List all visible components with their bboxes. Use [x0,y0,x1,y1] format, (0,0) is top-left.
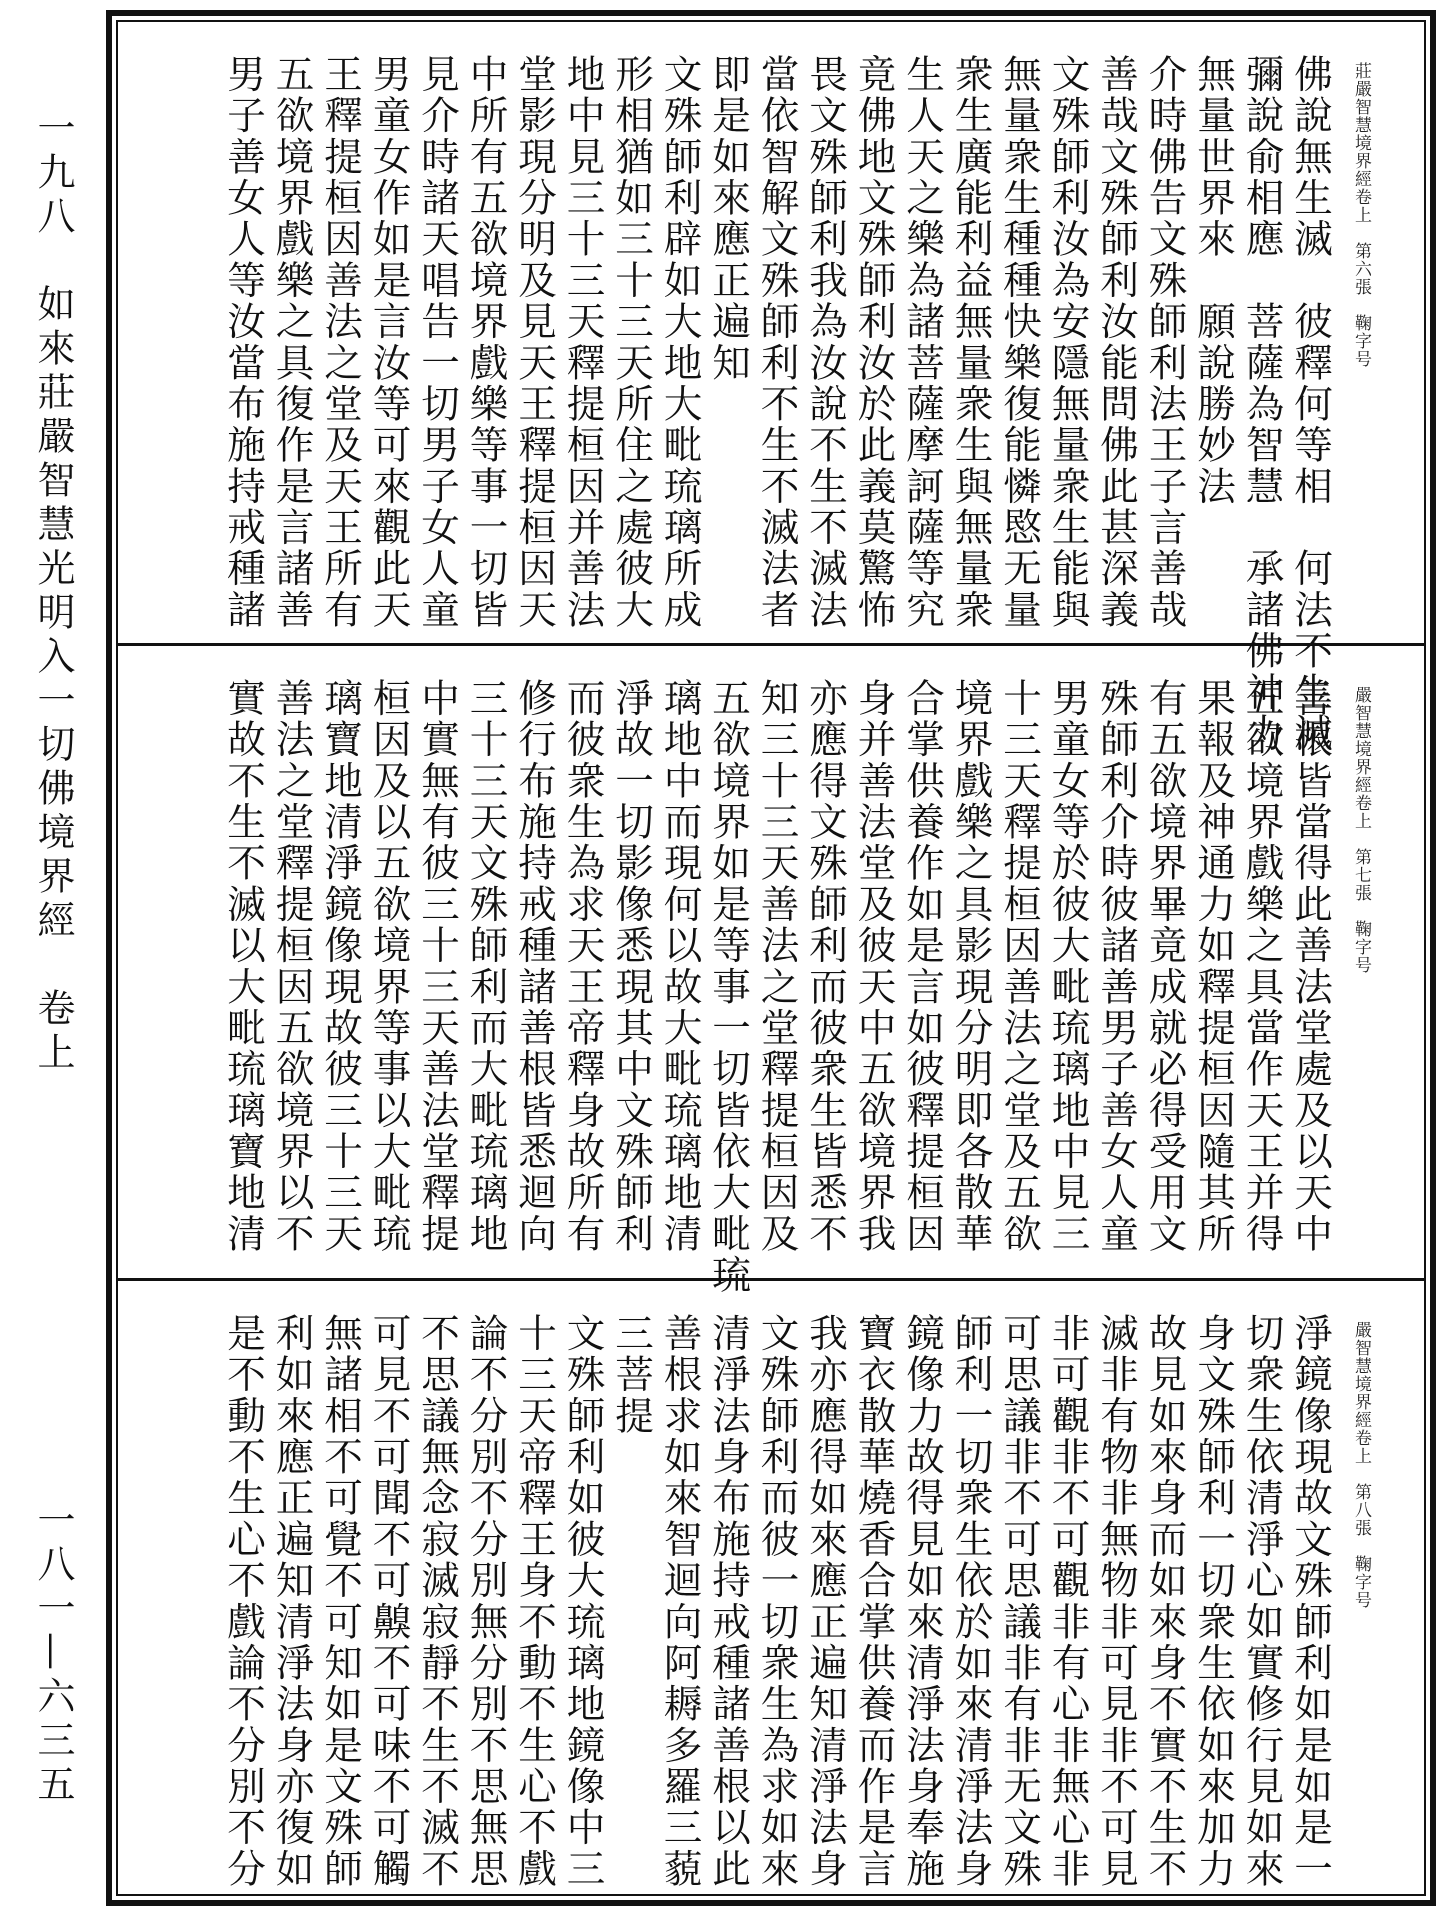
text-column: 堂影現分明及見天王釋提桓因天 [512,54,557,631]
text-column: 五欲境界戲樂之具復作是言諸善 [269,54,315,631]
text-column: 無量衆生種種快樂復能憐愍无量 [997,54,1042,631]
text-column: 竟佛地文殊師利汝於此義莫驚怖 [851,54,897,631]
text-block [219,678,1335,1296]
margin-title: 一九八 如來莊嚴智慧光明入一切佛境界經 卷上 [31,108,75,1076]
text-column: 無諸相不可覺不可知如是文殊師 [318,1313,363,1890]
text-column: 中實無有彼三十三天善法堂釋提 [415,678,460,1255]
text-column: 善根皆當得此善法堂處及以天中 [1288,678,1333,1255]
text-column: 文殊師利汝為安隱無量衆生能與 [1045,54,1091,631]
text-column: 璃地中而現何以故大毗琉璃地清 [657,678,703,1255]
text-column: 利如來應正遍知清淨法身亦復如 [269,1313,315,1890]
text-column: 地中見三十三天釋提桓因并善法 [560,54,606,631]
margin-folio: 一八一—六三五 [31,1500,75,1808]
register-panel-1 [118,22,1424,755]
text-column: 文殊師利而彼一切衆生為求如來 [754,1313,800,1890]
text-column: 論不分別不分別無分別不思無思 [463,1313,509,1890]
text-block [219,1313,1335,1890]
text-column: 即是如來應正遍知 [706,54,751,384]
text-column: 是不動不生心不戲論不分別不分 [221,1313,266,1890]
text-column: 淨鏡像現故文殊師利如是如是一 [1288,1313,1333,1890]
text-column: 亦應得文殊師利而彼衆生皆悉不 [803,678,848,1255]
text-column: 寶衣散華燒香合掌供養而作是言 [851,1313,897,1890]
text-column: 殊師利介時彼諸善男子善女人童 [1094,678,1139,1255]
text-column: 滅非有物非無物非可見非不可見 [1094,1313,1139,1890]
text-column: 生人天之樂為諸菩薩摩訶薩等究 [900,54,945,631]
text-column: 十三天帝釋王身不動不生心不戲 [512,1313,557,1890]
text-column: 介時佛告文殊師利法王子言善哉 [1142,54,1188,631]
text-column: 畏文殊師利我為汝說不生不滅法 [803,54,848,631]
text-column: 可思議非不可思議非有非无文殊 [997,1313,1042,1890]
register-panel-2 [118,646,1424,1296]
text-column: 修行布施持戒種諸善根皆悉迴向 [512,678,557,1255]
text-column: 十三天釋提桓因善法之堂及五欲 [997,678,1042,1255]
text-column: 淨故一切影像悉現其中文殊師利 [609,678,654,1255]
text-column: 不思議無念寂滅寂靜不生不滅不 [415,1313,460,1890]
text-column: 璃寶地清淨鏡像現故彼三十三天 [318,678,363,1255]
text-column: 中所有五欲境界戲樂等事一切皆 [463,54,509,631]
text-column: 實故不生不滅以大毗琉璃寶地清 [221,678,266,1255]
text-column: 五欲境界如是等事一切皆依大毗琉 [706,678,751,1296]
text-column: 王釋提桓因善法之堂及天王所有 [318,54,363,631]
text-column: 當依智解文殊師利不生不滅法者 [754,54,800,631]
register-panel-3 [118,1281,1424,1894]
text-column: 我亦應得如來應正遍知清淨法身 [803,1313,848,1890]
panel-header: 嚴智慧境界經卷上 第八張 鞠字号 [1351,1321,1371,1609]
text-column: 切衆生依清淨心如實修行見如來 [1239,1313,1285,1890]
text-column: 身并善法堂及彼天中五欲境界我 [851,678,897,1255]
text-column: 男子善女人等汝當布施持戒種諸 [221,54,266,631]
text-column: 男童女等於彼大毗琉璃地中見三 [1045,678,1091,1255]
text-column: 有五欲境界畢竟成就必得受用文 [1142,678,1188,1255]
text-column: 善根求如來智迴向阿耨多羅三藐 [657,1313,703,1890]
text-column: 彌說俞相應 菩薩為智慧 承諸佛神力 [1239,54,1285,755]
text-column: 無量世界來 願說勝妙法 [1191,54,1236,508]
text-column: 佛說無生滅 彼釋何等相 何法不生滅 [1288,54,1333,755]
text-column: 非可觀非不可觀非有心非無心非 [1045,1313,1091,1890]
text-column: 三菩提 [609,1313,654,1437]
text-column: 男童女作如是言汝等可來觀此天 [366,54,412,631]
panel-header: 嚴智慧境界經卷上 第七張 鞠字号 [1351,686,1371,974]
text-column: 衆生廣能利益無量衆生與無量衆 [948,54,994,631]
text-column: 見介時諸天唱告一切男子女人童 [415,54,460,631]
text-column: 知三十三天善法之堂釋提桓因及 [754,678,800,1255]
text-column: 果報及神通力如釋提桓因隨其所 [1191,678,1236,1255]
text-column: 桓因及以五欲境界等事以大毗琉 [366,678,412,1255]
text-column: 身文殊師利一切衆生依如來加力 [1191,1313,1236,1890]
panel-header: 莊嚴智慧境界經卷上 第六張 鞠字号 [1351,62,1371,368]
text-column: 鏡像力故得見如來清淨法身奉施 [900,1313,945,1890]
text-column: 清淨法身布施持戒種諸善根以此 [706,1313,751,1890]
text-column: 文殊師利辟如大地大毗琉璃所成 [657,54,703,631]
text-column: 師利一切衆生依於如來清淨法身 [948,1313,994,1890]
text-column: 故見如來身而如來身不實不生不 [1142,1313,1188,1890]
text-column: 形相猶如三十三天所住之處彼大 [609,54,654,631]
text-column: 善哉文殊師利汝能問佛此甚深義 [1094,54,1139,631]
text-column: 合掌供養作如是言如彼釋提桓因 [900,678,945,1255]
text-column: 文殊師利如彼大琉璃地鏡像中三 [560,1313,606,1890]
text-column: 善法之堂釋提桓因五欲境界以不 [269,678,315,1255]
text-column: 三十三天文殊師利而大毗琉璃地 [463,678,509,1255]
text-column: 境界戲樂之具影現分明即各散華 [948,678,994,1255]
text-column: 可見不可聞不可齅不可味不可觸 [366,1313,412,1890]
text-column: 而彼衆生為求天王帝釋身故所有 [560,678,606,1255]
text-column: 五欲境界戲樂之具當作天王并得 [1239,678,1285,1255]
